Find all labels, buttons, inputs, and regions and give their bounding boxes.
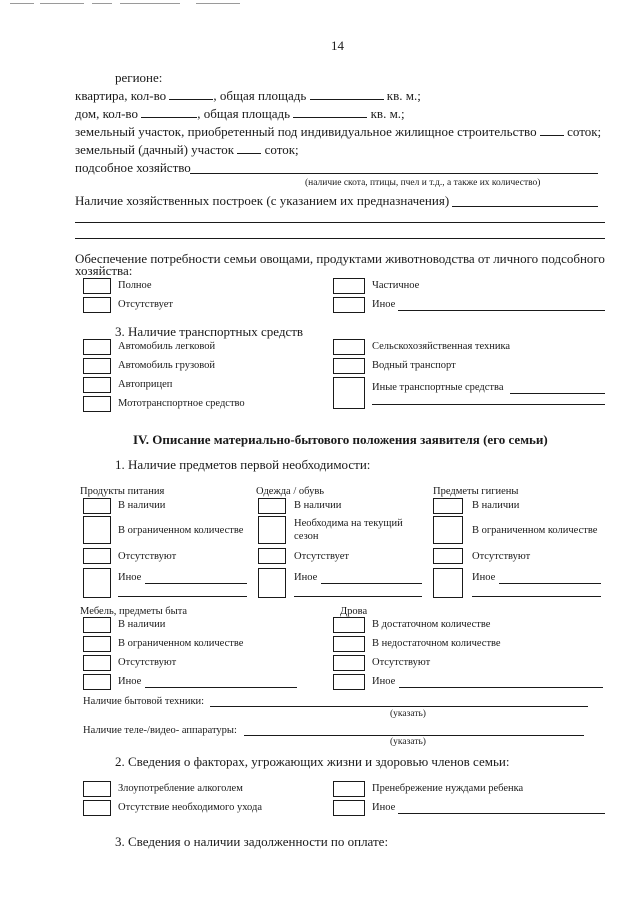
- threat-neglect-label: Пренебрежение нуждами ребенка: [372, 783, 524, 794]
- transport-other-field-line-2[interactable]: [372, 404, 605, 405]
- food-other-field-line-2[interactable]: [118, 596, 247, 597]
- food-available-label: В наличии: [118, 500, 166, 511]
- transport-moto-checkbox[interactable]: [83, 396, 111, 412]
- land-area-field[interactable]: [540, 124, 564, 136]
- supply-other-checkbox[interactable]: [333, 297, 365, 313]
- appliances-field[interactable]: [210, 706, 588, 707]
- scan-artifact-line: [40, 3, 84, 4]
- appliances-note: (указать): [390, 709, 426, 719]
- food-absent-label: Отсутствуют: [118, 551, 177, 562]
- transport-moto-label: Мототранспортное средство: [118, 398, 245, 409]
- clothes-absent-checkbox[interactable]: [258, 548, 286, 564]
- clothes-available-checkbox[interactable]: [258, 498, 286, 514]
- firewood-title: Дрова: [340, 606, 368, 617]
- firewood-not-enough-checkbox[interactable]: [333, 636, 365, 652]
- hygiene-absent-checkbox[interactable]: [433, 548, 463, 564]
- buildings-field-line-2[interactable]: [75, 222, 605, 223]
- threat-other-label: Иное: [372, 802, 396, 813]
- threat-other-field[interactable]: [398, 813, 605, 814]
- hygiene-other-field[interactable]: [499, 583, 601, 584]
- debt-heading: 3. Сведения о наличии задолженности по оплате:: [115, 834, 389, 849]
- hygiene-available-label: В наличии: [472, 500, 520, 511]
- transport-agri-label: Сельскохозяйственная техника: [372, 341, 511, 352]
- furniture-title: Мебель, предметы быта: [80, 606, 188, 617]
- threat-alcohol-label: Злоупотребление алкоголем: [118, 783, 243, 794]
- firewood-other-checkbox[interactable]: [333, 674, 365, 690]
- transport-water-checkbox[interactable]: [333, 358, 365, 374]
- supply-absent-label: Отсутствует: [118, 299, 173, 310]
- section4-sub1: 1. Наличие предметов первой необходимости:: [115, 457, 371, 472]
- supply-absent-checkbox[interactable]: [83, 297, 111, 313]
- hygiene-other-checkbox[interactable]: [433, 568, 463, 598]
- hygiene-absent-label: Отсутствуют: [472, 551, 531, 562]
- section4-title: IV. Описание материально-бытового положения заявителя (его семьи): [133, 432, 548, 447]
- scan-artifact-line: [196, 3, 240, 4]
- flat-count-field[interactable]: [169, 88, 213, 100]
- hygiene-other-label: Иное: [472, 572, 496, 583]
- buildings-field[interactable]: [452, 206, 598, 207]
- transport-car-checkbox[interactable]: [83, 339, 111, 355]
- land-row: земельный участок, приобретенный под индивидуальное жилищное строительство соток;: [75, 124, 602, 139]
- supply-other-field[interactable]: [398, 310, 605, 311]
- transport-trailer-checkbox[interactable]: [83, 377, 111, 393]
- hygiene-other-field-line-2[interactable]: [472, 596, 601, 597]
- furniture-limited-checkbox[interactable]: [83, 636, 111, 652]
- transport-car-label: Автомобиль легковой: [118, 341, 216, 352]
- transport-water-label: Водный транспорт: [372, 360, 456, 371]
- dacha-area-field[interactable]: [237, 142, 261, 154]
- supply-full-checkbox[interactable]: [83, 278, 111, 294]
- furniture-other-checkbox[interactable]: [83, 674, 111, 690]
- hygiene-limited-label: В ограниченном количестве: [472, 525, 598, 536]
- transport-truck-checkbox[interactable]: [83, 358, 111, 374]
- buildings-field-line-3[interactable]: [75, 238, 605, 239]
- firewood-absent-checkbox[interactable]: [333, 655, 365, 671]
- furniture-limited-label: В ограниченном количестве: [118, 638, 244, 649]
- flat-area-field[interactable]: [310, 88, 384, 100]
- tv-note: (указать): [390, 737, 426, 747]
- food-other-field[interactable]: [145, 583, 247, 584]
- food-limited-label: В ограниченном количестве: [118, 525, 244, 536]
- transport-agri-checkbox[interactable]: [333, 339, 365, 355]
- house-area-field[interactable]: [293, 106, 367, 118]
- furniture-available-checkbox[interactable]: [83, 617, 111, 633]
- supply-full-label: Полное: [118, 280, 152, 291]
- house-row: дом, кол-во , общая площадь кв. м.;: [75, 106, 405, 121]
- threat-no-care-label: Отсутствие необходимого ухода: [118, 802, 262, 813]
- clothes-needed-checkbox[interactable]: [258, 516, 286, 544]
- clothes-absent-label: Отсутствует: [294, 551, 349, 562]
- threat-alcohol-checkbox[interactable]: [83, 781, 111, 797]
- firewood-other-label: Иное: [372, 676, 396, 687]
- supply-partial-checkbox[interactable]: [333, 278, 365, 294]
- supply-other-label: Иное: [372, 299, 396, 310]
- food-other-checkbox[interactable]: [83, 568, 111, 598]
- transport-other-label: Иные транспортные средства: [372, 382, 504, 393]
- threats-heading: 2. Сведения о факторах, угрожающих жизни и здоровью членов семьи:: [115, 754, 510, 769]
- transport-trailer-label: Автоприцеп: [118, 379, 173, 390]
- page-number: 14: [331, 38, 344, 53]
- clothes-other-label: Иное: [294, 572, 318, 583]
- hygiene-title: Предметы гигиены: [433, 486, 519, 497]
- buildings-label: Наличие хозяйственных построек (с указанием их предназначения): [75, 193, 450, 208]
- furniture-absent-checkbox[interactable]: [83, 655, 111, 671]
- supply-text-line2: хозяйства:: [75, 263, 133, 278]
- hygiene-available-checkbox[interactable]: [433, 498, 463, 514]
- threat-neglect-checkbox[interactable]: [333, 781, 365, 797]
- clothes-other-checkbox[interactable]: [258, 568, 286, 598]
- furniture-other-field[interactable]: [145, 687, 297, 688]
- food-absent-checkbox[interactable]: [83, 548, 111, 564]
- transport-other-field[interactable]: [510, 393, 605, 394]
- firewood-enough-label: В достаточном количестве: [372, 619, 491, 630]
- supply-text-line1: Обеспечение потребности семьи овощами, продуктами животноводства от личного подсобного: [75, 251, 605, 266]
- transport-heading: 3. Наличие транспортных средств: [115, 324, 304, 339]
- food-available-checkbox[interactable]: [83, 498, 111, 514]
- firewood-enough-checkbox[interactable]: [333, 617, 365, 633]
- clothes-available-label: В наличии: [294, 500, 342, 511]
- clothes-other-field[interactable]: [321, 583, 422, 584]
- furniture-other-label: Иное: [118, 676, 142, 687]
- threat-no-care-checkbox[interactable]: [83, 800, 111, 816]
- tv-field[interactable]: [244, 735, 584, 736]
- threat-other-checkbox[interactable]: [333, 800, 365, 816]
- furniture-absent-label: Отсутствуют: [118, 657, 177, 668]
- flat-row: квартира, кол-во , общая площадь кв. м.;: [75, 88, 421, 103]
- dacha-row: земельный (дачный) участок соток;: [75, 142, 299, 157]
- scan-artifact-line: [120, 3, 180, 4]
- farm-label: подсобное хозяйство: [75, 160, 191, 175]
- scan-artifact-line: [92, 3, 112, 4]
- food-limited-checkbox[interactable]: [83, 516, 111, 544]
- food-title: Продукты питания: [80, 486, 165, 497]
- firewood-other-field[interactable]: [399, 687, 603, 688]
- furniture-available-label: В наличии: [118, 619, 166, 630]
- food-other-label: Иное: [118, 572, 142, 583]
- transport-truck-label: Автомобиль грузовой: [118, 360, 216, 371]
- farm-field[interactable]: [190, 173, 598, 174]
- tv-label: Наличие теле-/видео- аппаратуры:: [83, 725, 237, 736]
- clothes-needed-label-line2: сезон: [294, 531, 319, 542]
- clothes-title: Одежда / обувь: [256, 486, 325, 497]
- house-count-field[interactable]: [141, 106, 197, 118]
- supply-partial-label: Частичное: [372, 280, 420, 291]
- appliances-label: Наличие бытовой техники:: [83, 696, 205, 707]
- firewood-absent-label: Отсутствуют: [372, 657, 431, 668]
- hygiene-limited-checkbox[interactable]: [433, 516, 463, 544]
- clothes-other-field-line-2[interactable]: [294, 596, 422, 597]
- clothes-needed-label-line1: Необходима на текущий: [294, 518, 403, 529]
- transport-other-checkbox[interactable]: [333, 377, 365, 409]
- farm-note: (наличие скота, птицы, пчел и т.д., а также их количество): [305, 178, 541, 188]
- region-continuation: регионе:: [115, 70, 163, 85]
- firewood-not-enough-label: В недостаточном количестве: [372, 638, 501, 649]
- scan-artifact-line: [10, 3, 34, 4]
